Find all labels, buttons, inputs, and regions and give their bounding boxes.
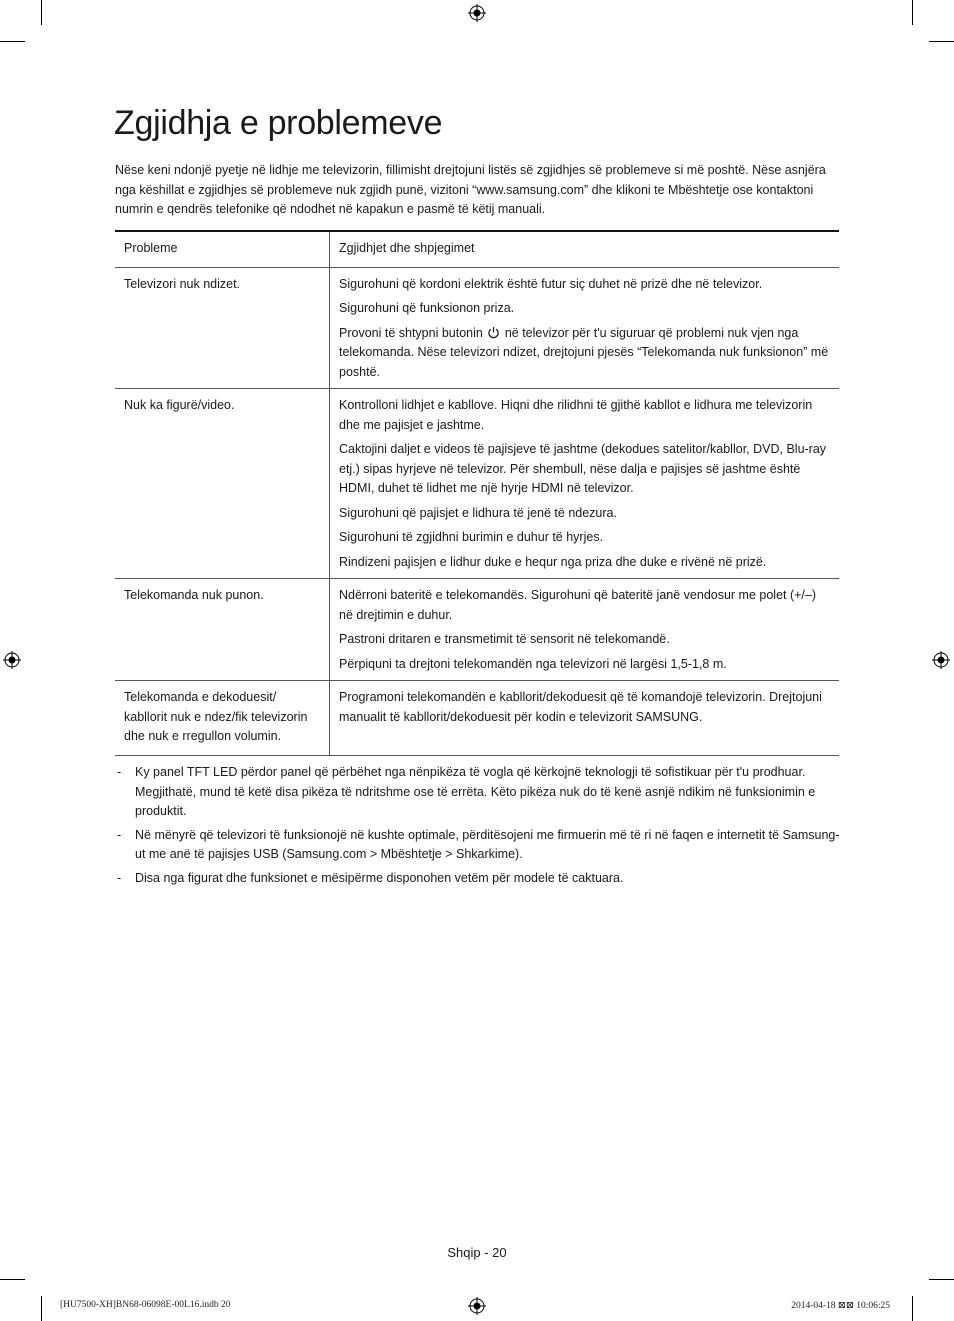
table-row	[115, 681, 839, 756]
note-bullet: -	[117, 765, 122, 779]
print-slug-right: 2014-04-18 ⊠⊠ 10:06:25	[791, 1301, 890, 1311]
solution-text: Sigurohuni të zgjidhni burimin e duhur të hyrjes.	[339, 530, 604, 544]
problem-cell: Telekomanda nuk punon.	[115, 579, 330, 681]
solution-text: Pastroni dritaren e transmetimit të sensorit në telekomandë.	[339, 632, 670, 646]
registration-mark-icon	[932, 651, 950, 669]
note-bullet: -	[117, 870, 122, 885]
note-item	[115, 869, 840, 889]
power-icon	[487, 326, 500, 339]
table-row	[115, 389, 839, 579]
registration-mark-icon	[468, 4, 486, 22]
table-header-row	[115, 231, 839, 267]
crop-mark	[912, 1296, 913, 1321]
table-row	[115, 267, 839, 389]
solutions-cell	[330, 579, 840, 681]
crop-mark	[912, 0, 913, 25]
table-row	[115, 579, 839, 681]
note-item	[115, 763, 840, 822]
crop-mark	[929, 1279, 954, 1280]
crop-mark	[0, 41, 25, 42]
print-slug-left: [HU7500-XH]BN68-06098E-00L16.indb 20	[60, 1300, 231, 1310]
solution-text: Rindizeni pajisjen e lidhur duke e hequr nga priza dhe duke e rivënë në prizë.	[339, 554, 767, 569]
registration-mark-icon	[3, 651, 21, 669]
solution-text: Sigurohuni që pajisjet e lidhura të jenë të ndezura.	[339, 505, 617, 520]
page-title: Zgjidhja e problemeve	[114, 104, 443, 142]
solutions-cell	[330, 267, 840, 389]
problem-cell: Nuk ka figurë/video.	[115, 389, 330, 579]
problem-cell: Televizori nuk ndizet.	[115, 267, 330, 389]
crop-mark	[41, 0, 42, 25]
column-header-solutions: Zgjidhjet dhe shpjegimet	[330, 231, 840, 267]
crop-mark	[0, 1279, 25, 1280]
note-text: Në mënyrë që televizori të funksionojë në kushte optimale, përditësojeni me firmuerin më të ri në faqen e internetit të Samsung-ut me anë të pajisjes USB (Samsung.com > Mbështetje > Shkarkime).	[135, 827, 840, 861]
solution-text-with-icon	[339, 324, 830, 383]
solution-text: Programoni telekomandën e kabllorit/dekoduesit që të komandojë televizorin. Drejtojuni manualit të kabllorit/dekoduesit për kodin e televizorit SAMSUNG.	[339, 690, 822, 724]
note-text: Disa nga figurat dhe funksionet e mësipërme disponohen vetëm për modele të caktuara.	[135, 870, 624, 885]
page-number: Shqip - 20	[447, 1245, 507, 1260]
solution-text: Sigurohuni që funksionon priza.	[339, 301, 515, 315]
note-item	[115, 826, 840, 865]
note-bullet: -	[117, 827, 122, 842]
solution-text: Ndërroni bateritë e telekomandës. Sigurohuni që bateritë janë vendosur me polet (+/–) në drejtimin e duhur.	[339, 588, 817, 622]
solution-text: Përpiquni ta drejtoni telekomandën nga televizori në largësi 1,5-1,8 m.	[339, 656, 727, 671]
solution-text-before-icon: Provoni të shtypni butonin	[339, 325, 483, 340]
notes-list	[115, 763, 840, 892]
note-text: Ky panel TFT LED përdor panel që përbëhet nga nënpikëza të vogla që kërkojnë teknologji të sofistikuar për t'u prodhuar. Megjithatë, mund të ketë disa pikëza të ndritshme ose të errëta. Këto pikëza nuk do të kenë asnjë ndikim në funksionimin e produktit.	[135, 765, 816, 818]
solution-text: Sigurohuni që kordoni elektrik është futur siç duhet në prizë dhe në televizor.	[339, 276, 763, 291]
intro-paragraph: Nëse keni ndonjë pyetje në lidhje me televizorin, fillimisht drejtojuni listës së zgjidhjes së problemeve si më poshtë. Nëse asnjëra nga këshillat e zgjidhjes së problemeve nuk zgjidh punë, vizitoni “www.samsung.com” dhe klikoni te Mbështetje ose kontaktoni numrin e qendrës telefonike që ndodhet në kapakun e pasmë të këtij manuali.	[115, 163, 826, 216]
solution-text: Caktojini daljet e videos të pajisjeve të jashtme (dekodues satelitor/kabllor, DVD, Blu-ray etj.) sipas hyrjeve në televizor. Për shembull, nëse dalja e pajisjes së jashtme është HDMI, duhet të lidhet me një hyrje HDMI në televizor.	[339, 442, 827, 495]
crop-mark	[929, 41, 954, 42]
troubleshooting-table	[115, 230, 839, 756]
solutions-cell	[330, 681, 840, 756]
solution-text: Kontrolloni lidhjet e kabllove. Hiqni dhe rilidhni të gjithë kabllot e lidhura me televizorin dhe me pajisjet e jashtme.	[339, 398, 813, 432]
column-header-problems: Probleme	[115, 231, 330, 267]
crop-mark	[41, 1296, 42, 1321]
registration-mark-icon	[468, 1297, 486, 1315]
problem-cell: Telekomanda e dekoduesit/ kabllorit nuk e ndez/fik televizorin dhe nuk e rregullon volumin.	[115, 681, 330, 756]
solution-text-after-icon: në televizor për t'u siguruar që problemi nuk vjen nga telekomanda. Nëse televizori ndizet, drejtojuni pjesës “Telekomanda nuk funksionon” më poshtë.	[339, 325, 829, 379]
solutions-cell	[330, 389, 840, 579]
